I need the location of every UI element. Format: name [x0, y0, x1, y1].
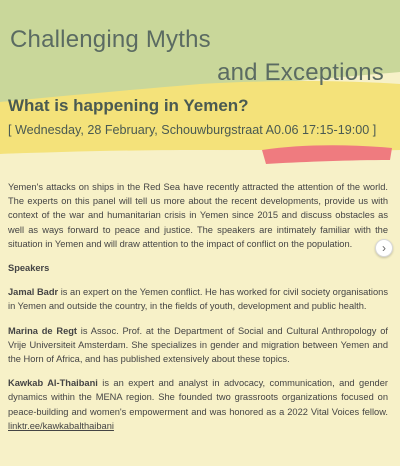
speaker-paragraph	[8, 376, 388, 433]
speaker-bio: is Assoc. Prof. at the Department of Social and Cultural Anthropology of Vrije Universiteit Amsterdam. She specializes in gender and migration between Yemen and the Horn of Africa, and has published extensively about these topics.	[8, 325, 388, 365]
speaker-name: Marina de Regt	[8, 325, 78, 336]
speaker-name: Kawkab Al-Thaibani	[8, 378, 98, 389]
title-line-1: Challenging Myths	[10, 26, 211, 53]
speaker-paragraph	[8, 285, 388, 313]
scroll-next-button[interactable]	[375, 239, 393, 257]
title-line-2: and Exceptions	[217, 59, 384, 86]
speaker-bio: is an expert on the Yemen conflict. He has worked for civil society organisations in Yemen and outside the country, in the fields of youth, development and public health.	[8, 287, 388, 312]
speaker-bio: is an expert and analyst in advocacy, communication, and gender dynamics within the MENA region. She founded two grassroots organizations focused on peace-building and women's empowerment and was honored as a 2022 Vital Voices fellow.	[8, 378, 388, 417]
event-heading: What is happening in Yemen?	[8, 96, 249, 115]
speaker-name: Jamal Badr	[8, 287, 59, 298]
header-banner	[0, 0, 400, 175]
event-description	[8, 180, 388, 443]
event-dateline: [ Wednesday, 28 February, Schouwburgstraat A0.06 17:15-19:00 ]	[8, 123, 377, 137]
intro-paragraph: Yemen's attacks on ships in the Red Sea have recently attracted the attention of the world. The experts on this panel will tell us more about the recent developments, provide us with context of the war and humanitarian crisis in Yemen since 2015 and discuss obstacles as well as ways forward to peace and justice. The speakers are intimately familiar with the situation in Yemen and will draw attention to the impact of conflict on the population.	[8, 182, 388, 249]
speakers-heading: Speakers	[8, 263, 50, 274]
chevron-right-icon: ›	[382, 241, 386, 255]
speaker-paragraph	[8, 324, 388, 367]
speaker-link[interactable]: linktr.ee/kawkabalthaibani	[8, 420, 114, 431]
